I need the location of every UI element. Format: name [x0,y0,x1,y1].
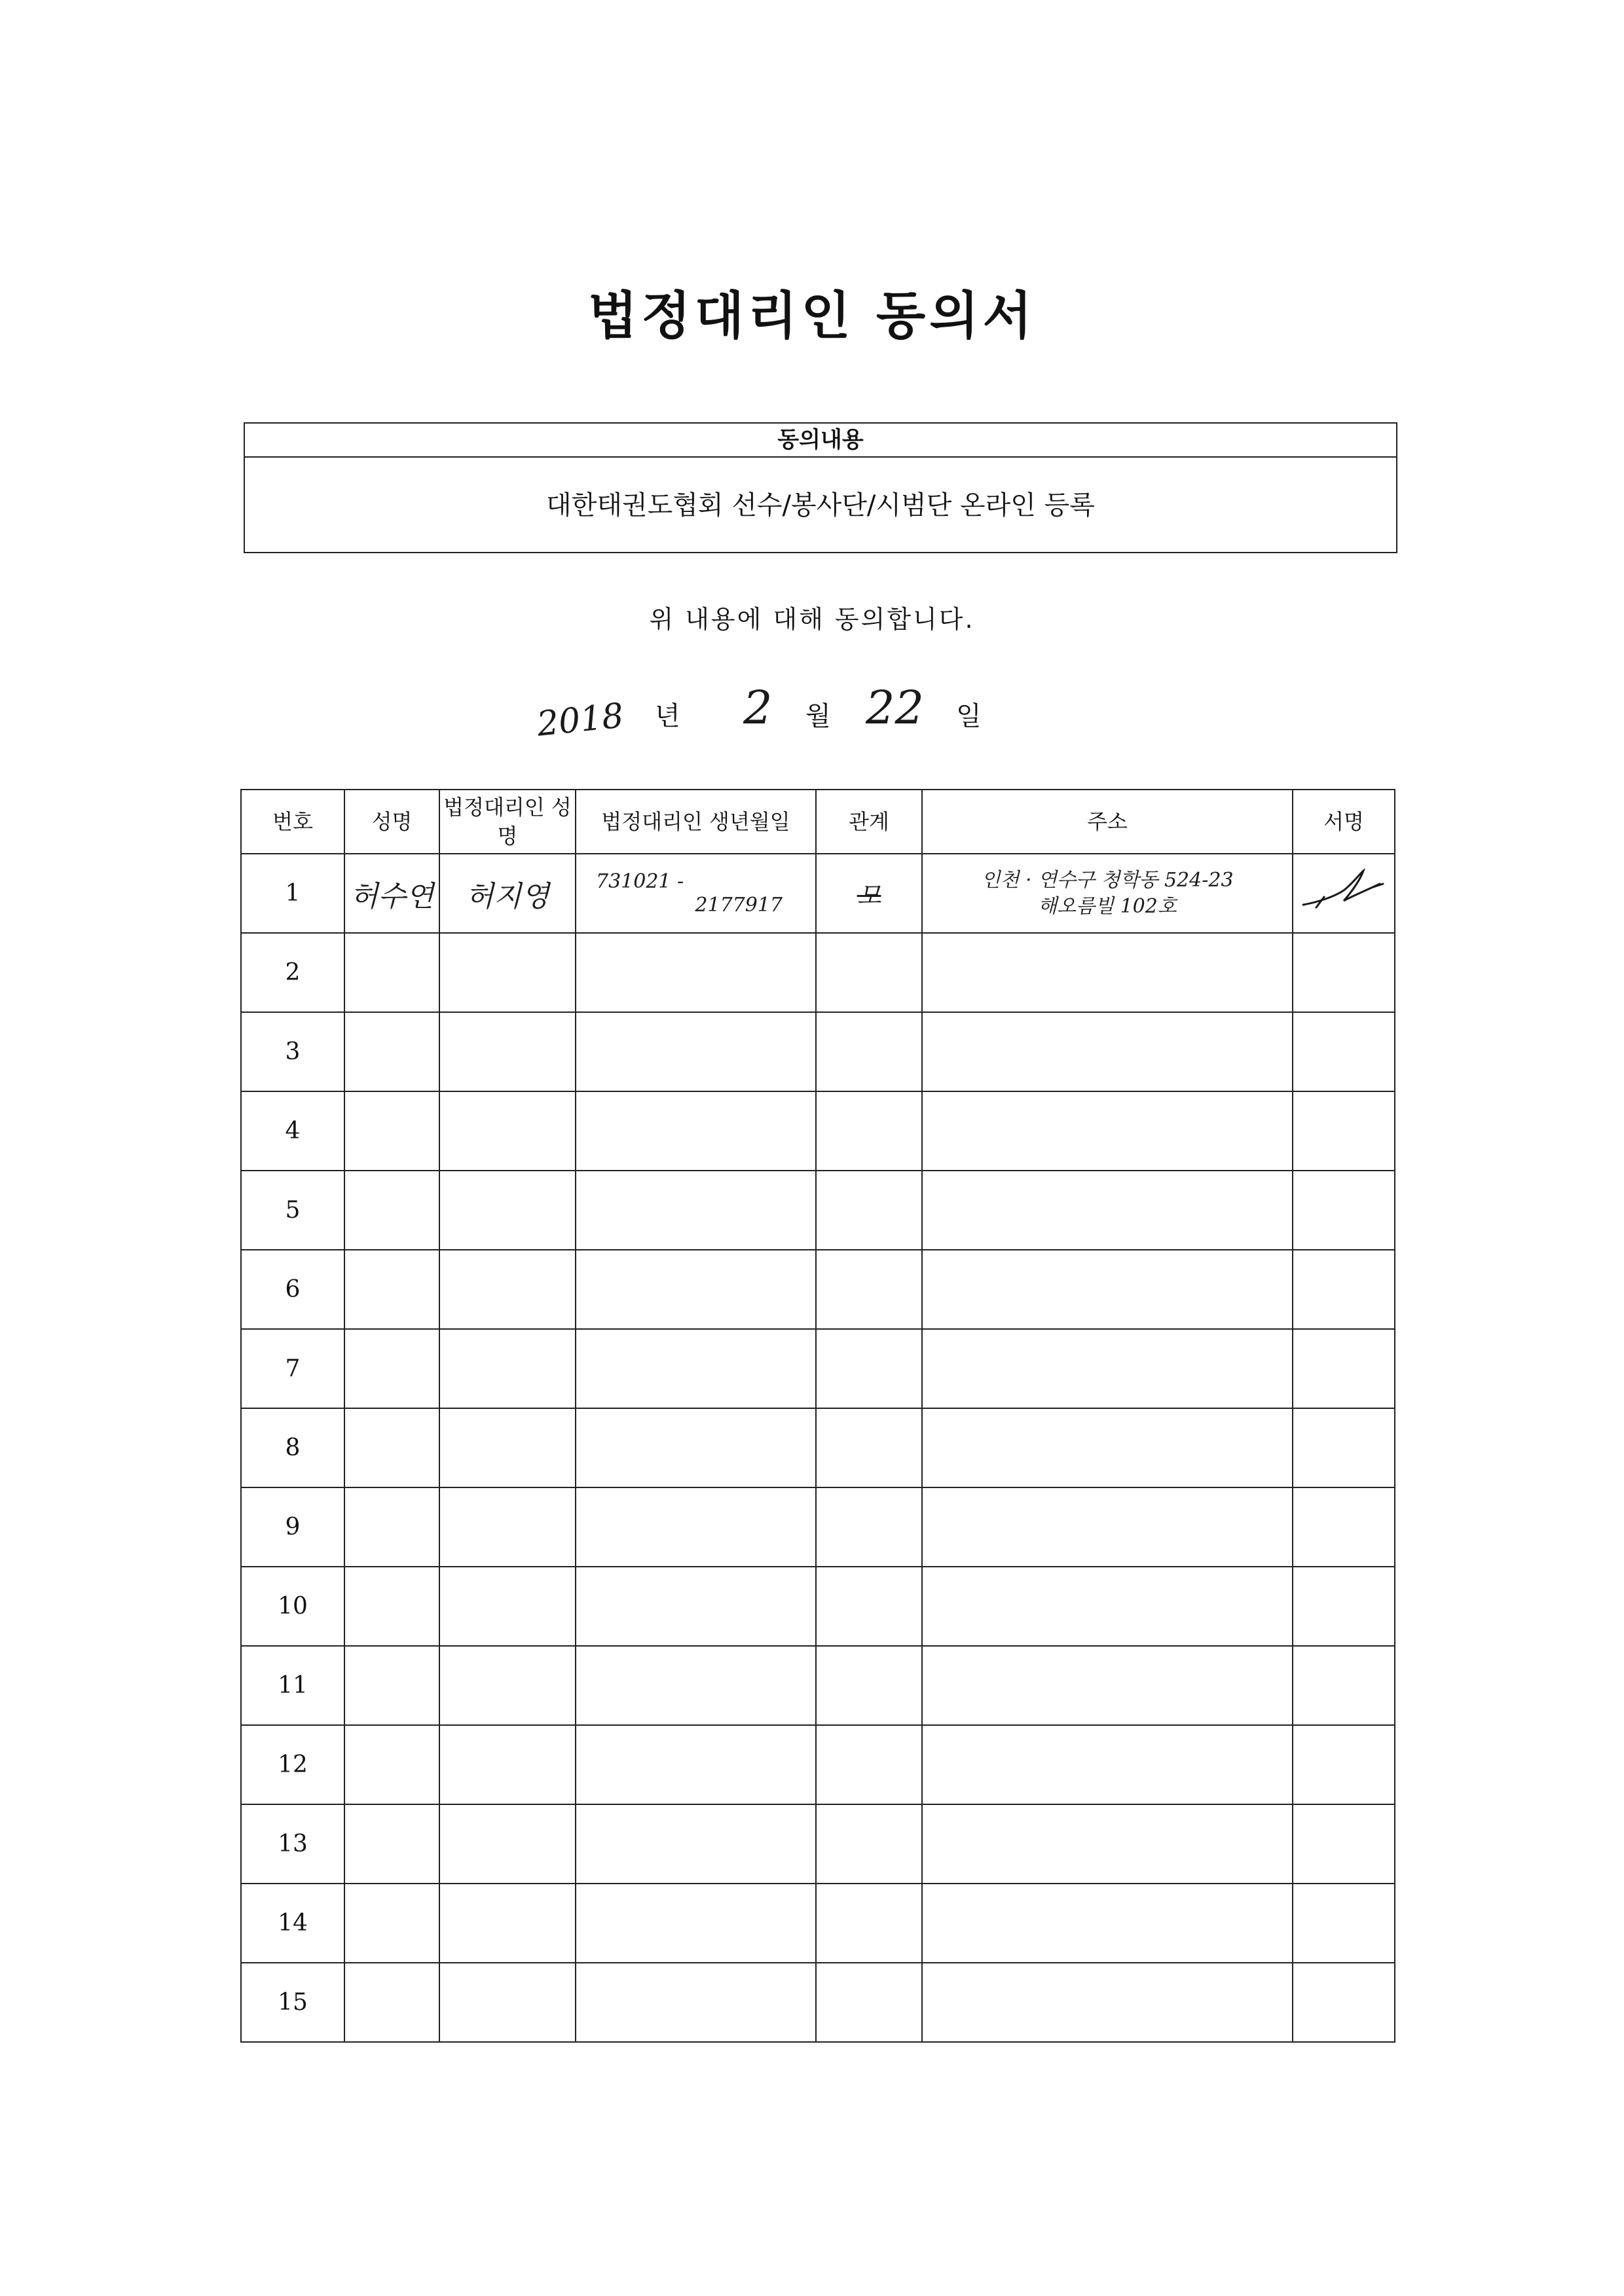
table-row [241,1646,1395,1725]
date-day-label: 일 [956,701,982,731]
row-number: 15 [241,1963,344,2042]
date-row [0,681,1624,753]
table-header-row [241,790,1395,854]
header-guardian-birth: 법정대리인 생년월일 [576,790,816,854]
header-signature: 서명 [1293,790,1395,854]
table-row [241,854,1395,933]
header-relation: 관계 [816,790,922,854]
student-name-text: 허수연 [350,879,434,913]
relation [816,854,922,933]
table-row [241,1567,1395,1646]
table-row [241,1963,1395,2042]
row-number: 7 [241,1329,344,1408]
table-row [241,1804,1395,1884]
row-number: 10 [241,1567,344,1646]
agree-statement: 위 내용에 대해 동의합니다. [649,605,975,634]
row-number: 8 [241,1408,344,1487]
address [922,854,1293,933]
table-row [241,1012,1395,1091]
table-row [241,1884,1395,1963]
row-number: 5 [241,1171,344,1250]
header-address: 주소 [922,790,1293,854]
date-year: 2018 [535,696,626,744]
date-day: 22 [866,681,925,735]
signature [1293,854,1395,933]
table-row [241,1487,1395,1567]
header-guardian-name: 법정대리인 성명 [439,790,576,854]
row-number: 2 [241,933,344,1012]
row-number: 13 [241,1804,344,1884]
row-number: 9 [241,1487,344,1567]
address-line2: 해오름빌 102호 [1038,894,1177,918]
header-no: 번호 [241,790,344,854]
table-row [241,933,1395,1012]
date-year-label: 년 [655,701,680,731]
table-row [241,1091,1395,1171]
guardian-name [439,854,576,933]
guardian-birth [576,854,816,933]
row-number: 6 [241,1250,344,1329]
row-number: 12 [241,1725,344,1804]
guardian-name-text: 허지영 [466,879,549,913]
table-row [241,1250,1395,1329]
date-month-label: 월 [805,701,831,731]
header-name: 성명 [344,790,439,854]
consent-box [244,422,1397,553]
address-line1: 인천 · 연수구 청학동 524-23 [981,868,1234,892]
consent-header: 동의내용 [245,424,1396,458]
student-name [344,854,439,933]
row-number: 4 [241,1091,344,1171]
relation-text: 모 [857,881,881,910]
row-number: 11 [241,1646,344,1725]
table-row [241,1329,1395,1408]
document-title: 법정대리인 동의서 [588,286,1036,346]
table-row [241,1171,1395,1250]
table-row [241,1725,1395,1804]
table-row [241,1408,1395,1487]
birth-line1: 731021 - [596,869,684,893]
row-number: 14 [241,1884,344,1963]
row-number: 1 [241,854,344,933]
consent-content: 대한태권도협회 선수/봉사단/시범단 온라인 등록 [546,490,1095,520]
handwritten-signature [1298,864,1390,917]
guardian-table [240,789,1395,2043]
birth-line2: 2177917 [695,893,783,917]
date-month: 2 [743,681,773,735]
row-number: 3 [241,1012,344,1091]
